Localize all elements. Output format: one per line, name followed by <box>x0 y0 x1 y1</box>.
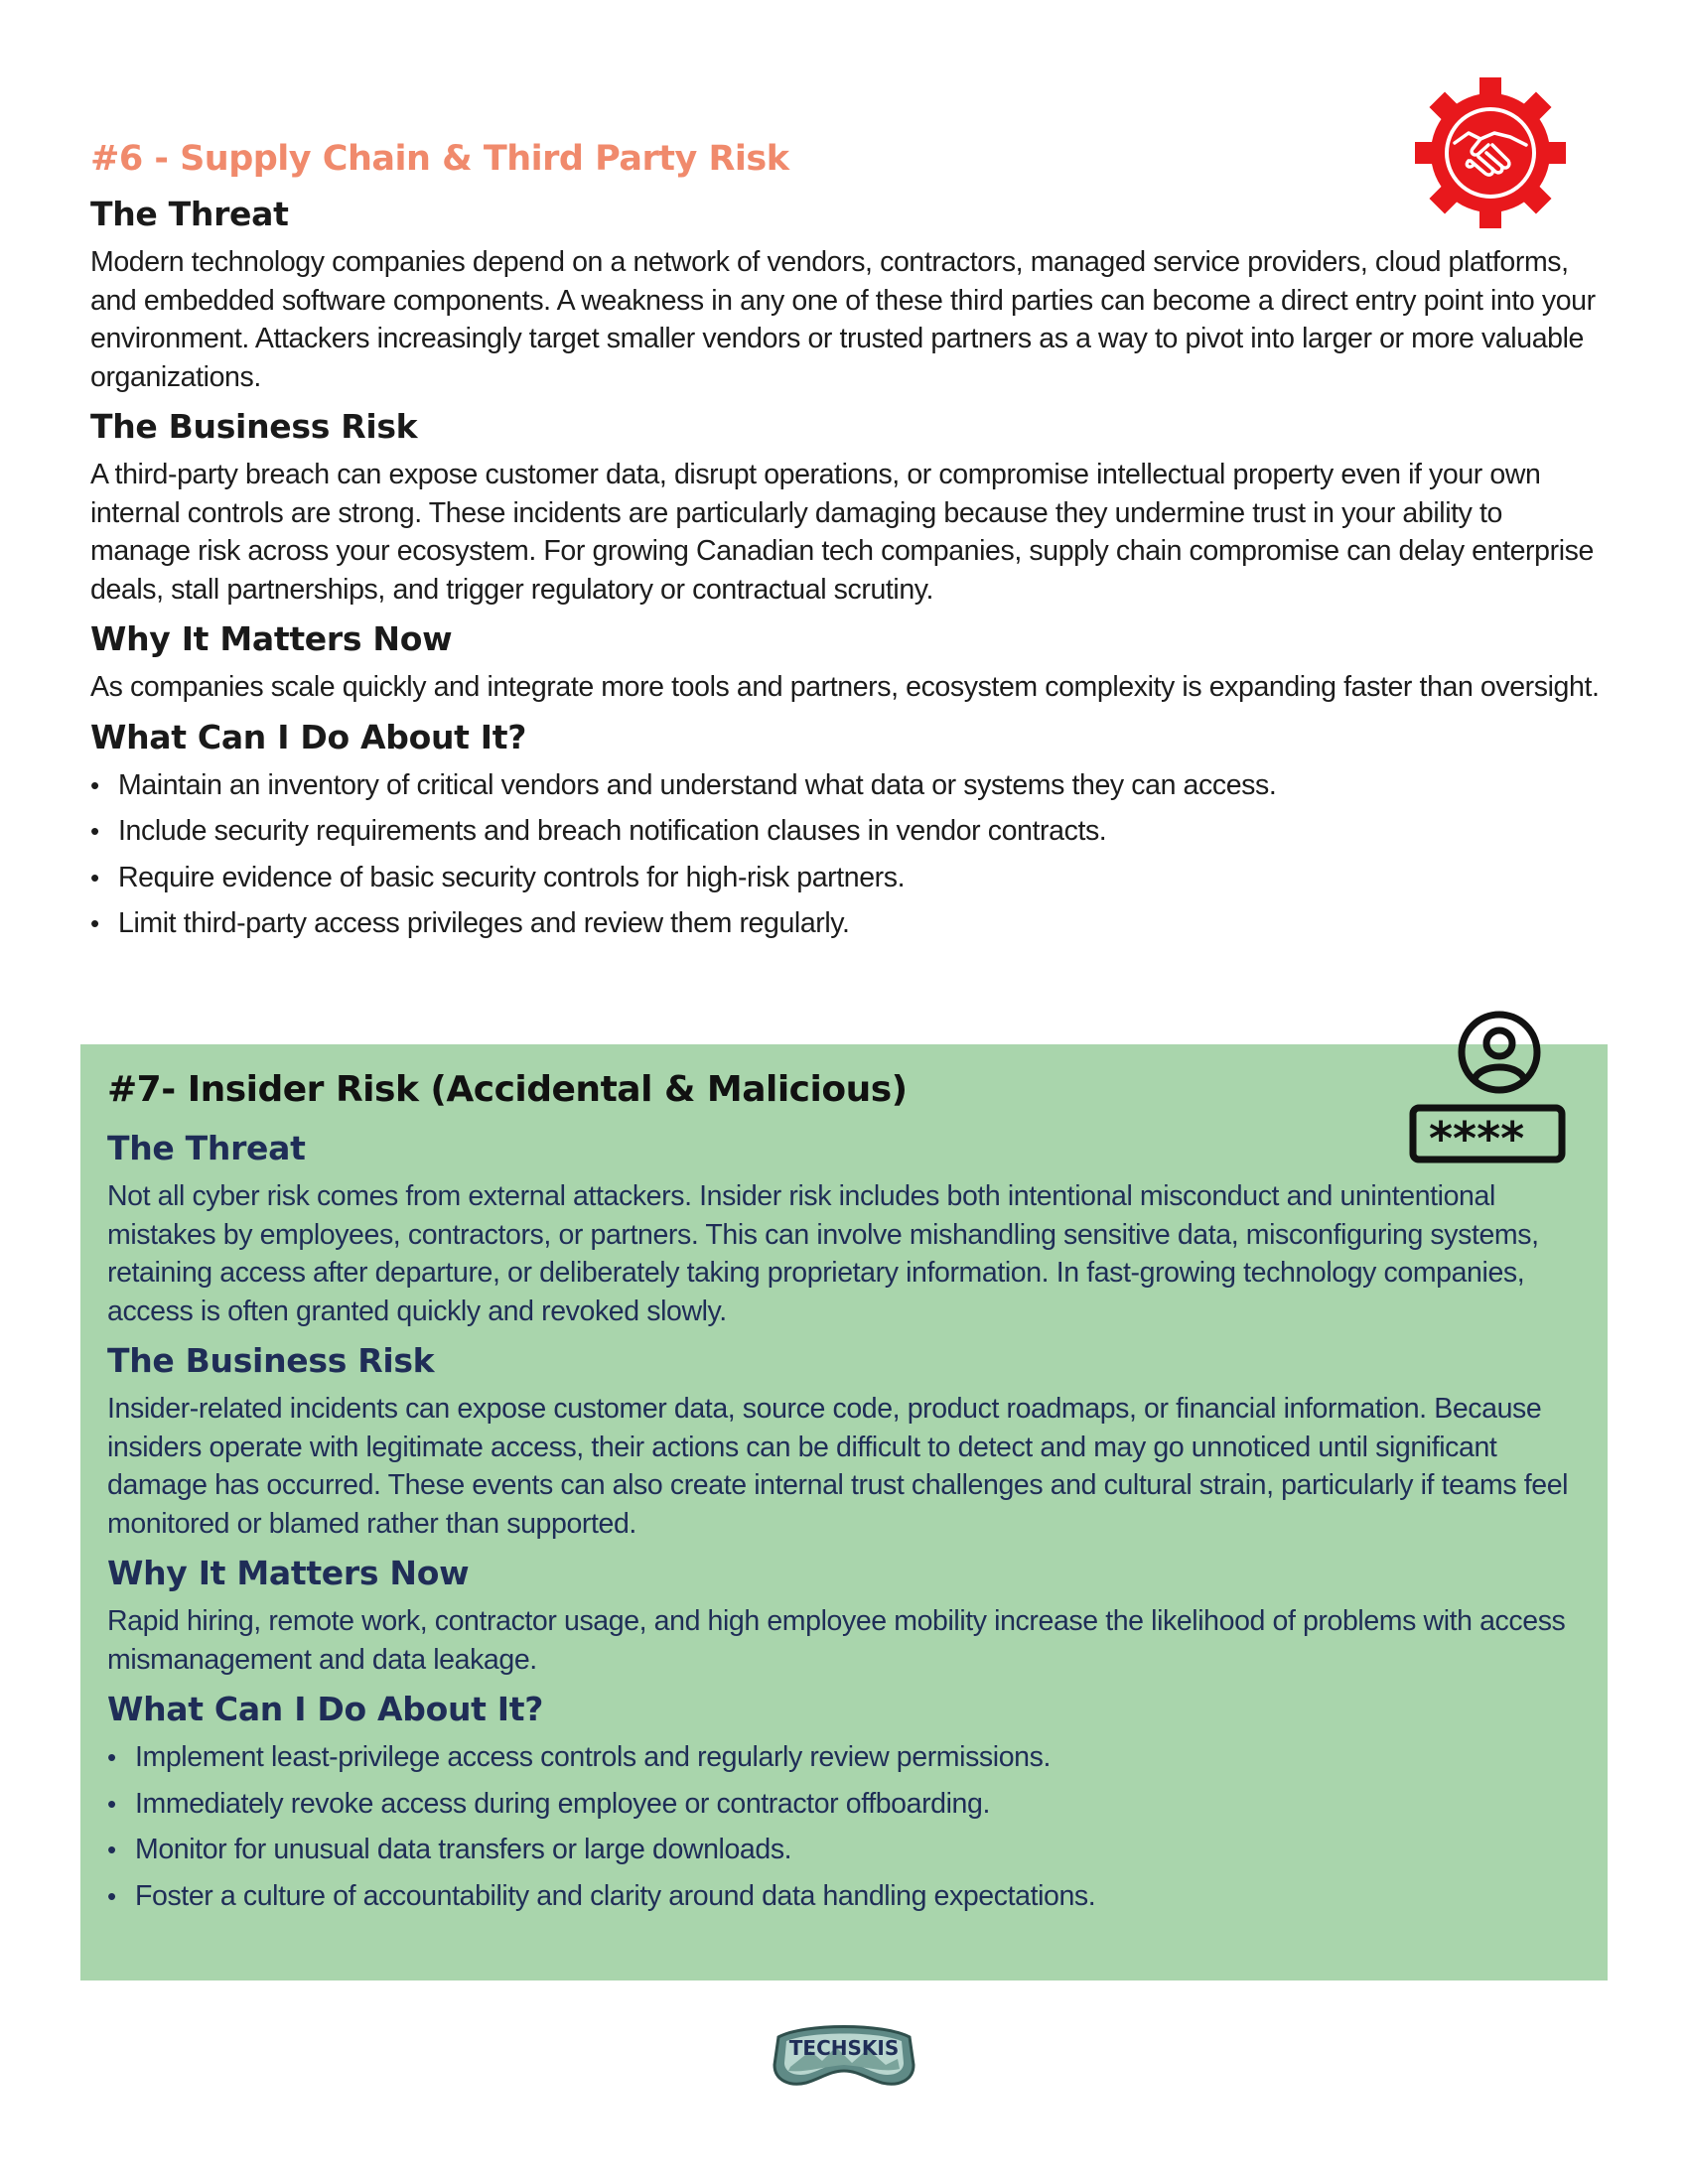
section-title: #7- Insider Risk (Accidental & Malicious) <box>107 1069 908 1110</box>
logo-text: TECHSKIS <box>788 2036 900 2060</box>
business-risk-text: Insider-related incidents can expose customer data, source code, product roadmaps, or financial information. Because insiders operate with legitimate access, their actions can be difficult to detect and may go unnoticed until significant damage has occurred. These events can also create internal trust challenges and cultural strain, particularly if teams feel monitored or blamed rather than supported. <box>107 1393 1569 1540</box>
actions-heading: What Can I Do About It? <box>90 717 527 756</box>
business-risk-heading: The Business Risk <box>107 1341 435 1380</box>
list-item: • Maintain an inventory of critical vendors and understand what data or systems they can access. <box>90 766 1600 805</box>
threat-heading: The Threat <box>107 1129 306 1167</box>
svg-text:****: **** <box>1429 1112 1525 1165</box>
actions-heading: What Can I Do About It? <box>107 1690 544 1728</box>
threat-heading: The Threat <box>90 195 289 233</box>
section-insider-risk <box>107 1062 1597 1923</box>
actions-list <box>107 1738 1597 1915</box>
list-item: • Limit third-party access privileges and review them regularly. <box>90 904 1600 943</box>
list-item: • Implement least-privilege access controls and regularly review permissions. <box>107 1738 1597 1777</box>
actions-list <box>90 766 1600 943</box>
list-item: • Include security requirements and breach notification clauses in vendor contracts. <box>90 812 1600 851</box>
threat-text: Modern technology companies depend on a network of vendors, contractors, managed service providers, cloud platforms, and embedded software components. A weakness in any one of these third parties can become a direct entry point into your environment. Attackers increasingly target smaller vendors or trusted partners as a way to pivot into larger or more valuable organizations. <box>90 246 1596 393</box>
section-supply-chain <box>90 134 1600 951</box>
list-item: • Immediately revoke access during employee or contractor offboarding. <box>107 1785 1597 1824</box>
why-now-heading: Why It Matters Now <box>90 619 453 658</box>
why-now-heading: Why It Matters Now <box>107 1554 470 1592</box>
section-title: #6 - Supply Chain & Third Party Risk <box>90 139 789 179</box>
threat-text: Not all cyber risk comes from external attackers. Insider risk includes both intentional misconduct and unintentional mistakes by employees, contractors, or partners. This can involve mishandling sensitive data, misconfiguring systems, retaining access after departure, or deliberately taking proprietary information. In fast-growing technology companies, access is often granted quickly and revoked slowly. <box>107 1180 1539 1327</box>
why-now-text: Rapid hiring, remote work, contractor usage, and high employee mobility increase the likelihood of problems with access mismanagement and data leakage. <box>107 1605 1566 1676</box>
why-now-text: As companies scale quickly and integrate more tools and partners, ecosystem complexity is expanding faster than oversight. <box>90 671 1600 703</box>
business-risk-text: A third-party breach can expose customer data, disrupt operations, or compromise intellectual property even if your own internal controls are strong. These incidents are particularly damaging because they undermine trust in your ability to manage risk across your ecosystem. For growing Canadian tech companies, supply chain compromise can delay enterprise deals, stall partnerships, and trigger regulatory or contractual scrutiny. <box>90 459 1594 606</box>
business-risk-heading: The Business Risk <box>90 407 418 446</box>
ski-goggles-icon <box>765 2015 923 2095</box>
list-item: • Require evidence of basic security controls for high-risk partners. <box>90 859 1600 897</box>
list-item: • Foster a culture of accountability and clarity around data handling expectations. <box>107 1877 1597 1916</box>
list-item: • Monitor for unusual data transfers or large downloads. <box>107 1831 1597 1869</box>
